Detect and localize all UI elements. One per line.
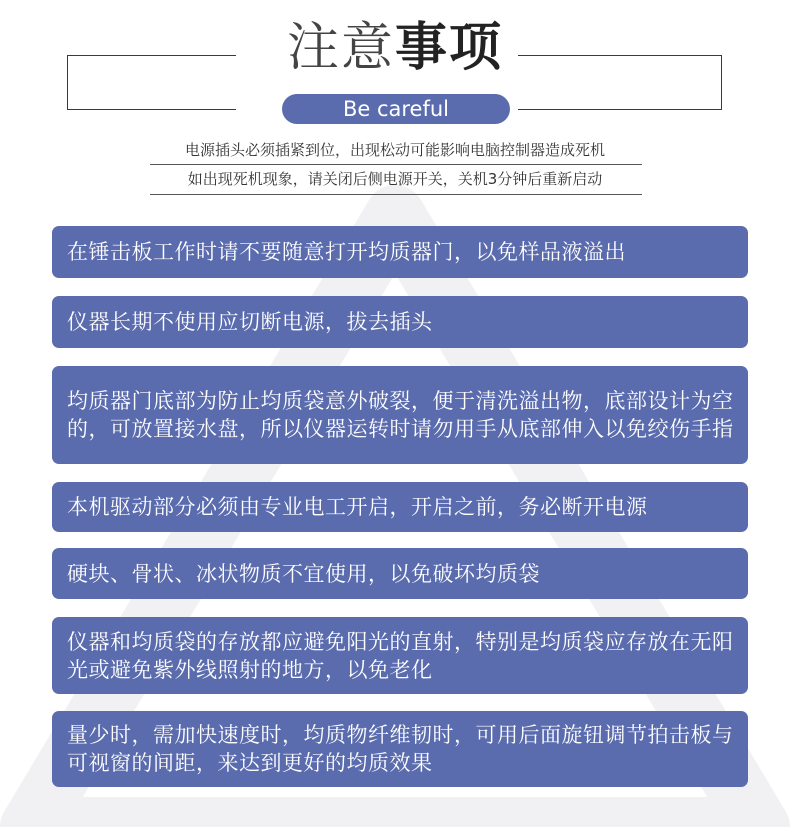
subnote-2: 如出现死机现象，请关闭后侧电源开关，关机3分钟后重新启动 bbox=[187, 170, 603, 188]
page-title bbox=[200, 16, 590, 80]
notice-card-7 bbox=[52, 711, 748, 787]
notice-text-5: 硬块、骨状、冰状物质不宜使用，以免破坏均质袋 bbox=[67, 561, 540, 586]
subnote-1: 电源插头必须插紧到位，出现松动可能影响电脑控制器造成死机 bbox=[184, 141, 605, 159]
notice-text-7: 量少时，需加快速度时，均质物纤维韧时，可用后面旋钮调节拍击板与可视窗的间距，来达到更好的均质效果 bbox=[67, 723, 734, 775]
subnote-divider-1 bbox=[150, 164, 642, 165]
subtitle-pill: Be careful bbox=[282, 94, 510, 124]
notice-card-5 bbox=[52, 548, 748, 599]
notice-text-6: 仪器和均质袋的存放都应避免阳光的直射，特别是均质袋应存放在无阳光或避免紫外线照射的地方，以免老化 bbox=[67, 629, 734, 682]
title-bold: 事项 bbox=[395, 18, 504, 78]
notice-card-2 bbox=[52, 296, 748, 348]
title-light: 注意 bbox=[286, 18, 395, 78]
notice-card-6 bbox=[52, 617, 748, 694]
subnote-divider-2 bbox=[150, 194, 642, 195]
notice-text-3: 均质器门底部为防止均质袋意外破裂，便于清洗溢出物，底部设计为空的，可放置接水盘，所以仪器运转时请勿用手从底部伸入以免绞伤手指 bbox=[67, 389, 734, 441]
notice-card-1 bbox=[52, 226, 748, 278]
notice-text-2: 仪器长期不使用应切断电源，拔去插头 bbox=[67, 310, 433, 334]
notice-card-3 bbox=[52, 366, 748, 464]
notice-text-1: 在锤击板工作时请不要随意打开均质器门，以免样品液溢出 bbox=[67, 240, 626, 264]
notice-card-4 bbox=[52, 482, 748, 532]
notice-text-4: 本机驱动部分必须由专业电工开启，开启之前，务必断开电源 bbox=[67, 495, 648, 519]
